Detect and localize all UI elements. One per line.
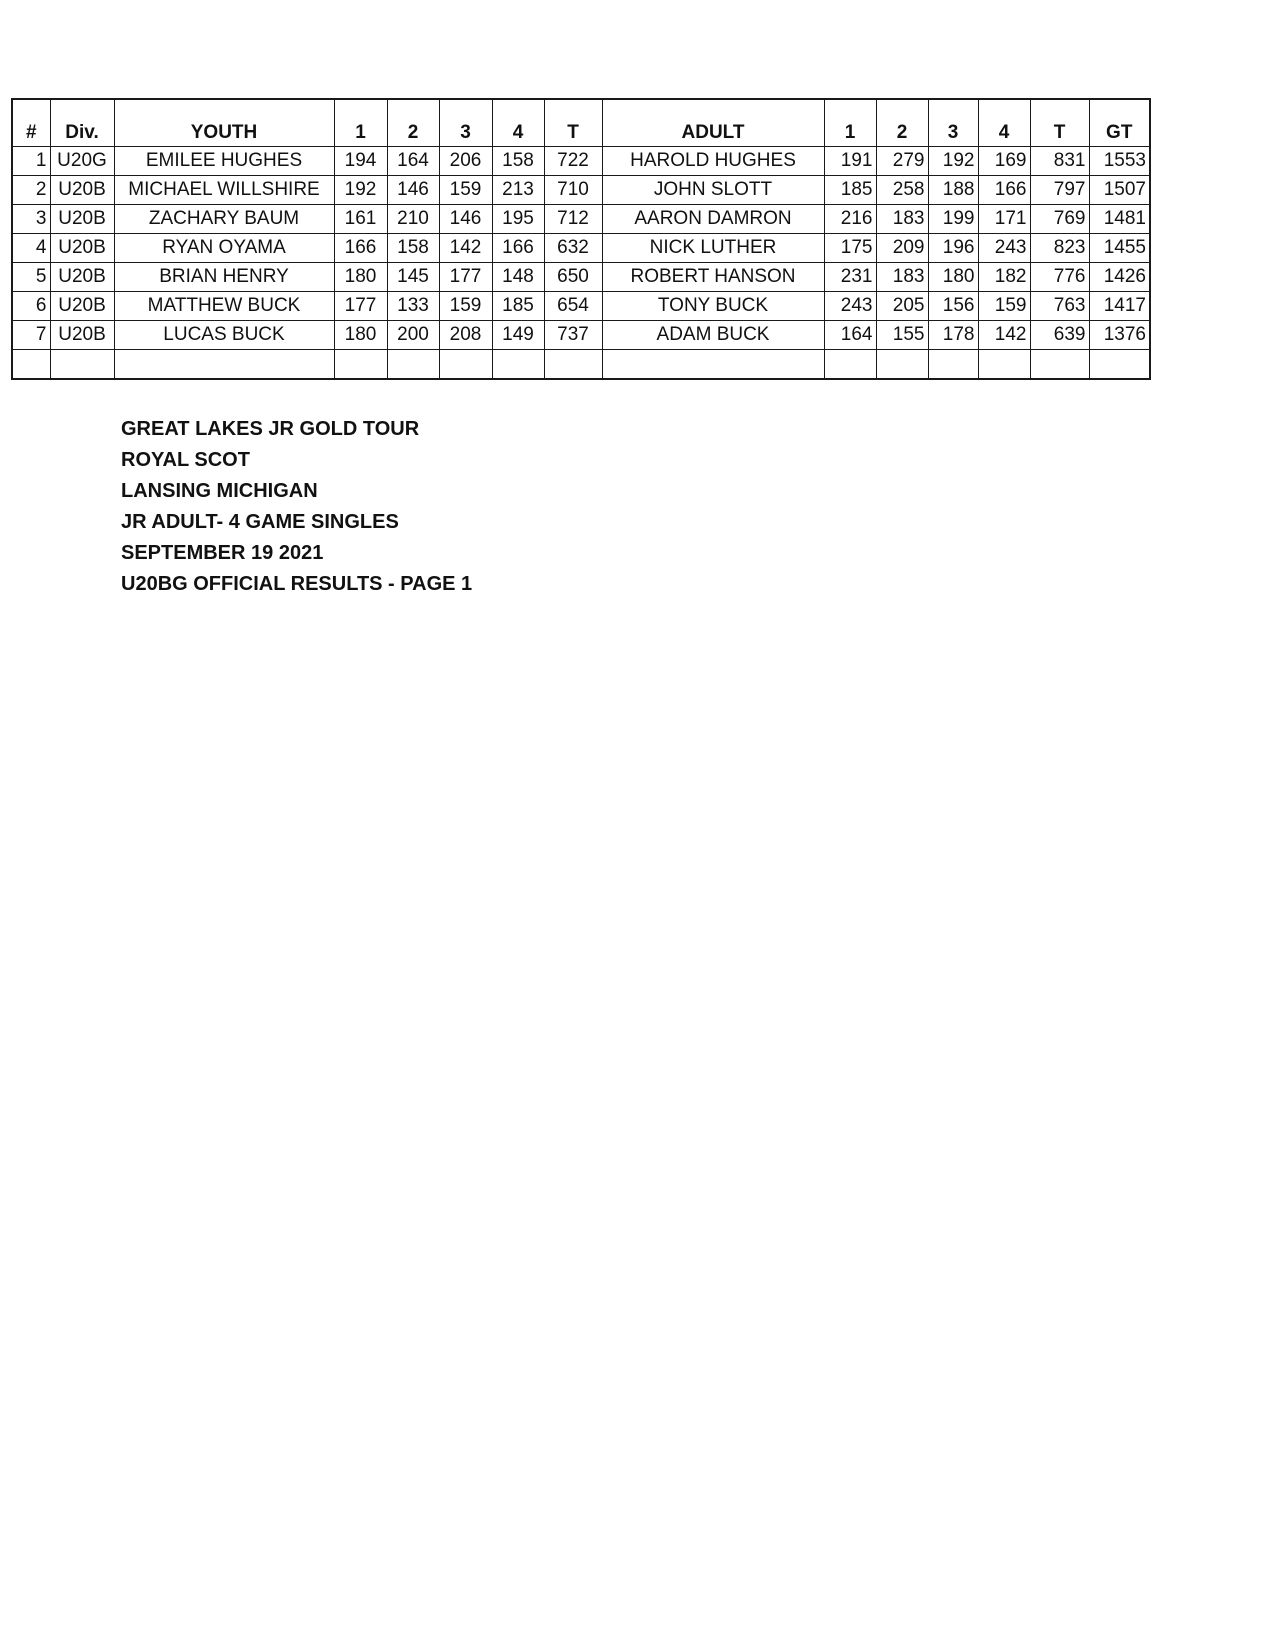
adult-game-4-cell: 171 [978, 205, 1030, 234]
adult-game-1-cell: 175 [824, 234, 876, 263]
grand-total-cell: 1426 [1089, 263, 1150, 292]
adult-game-3-cell: 180 [928, 263, 978, 292]
empty-cell [876, 350, 928, 380]
youth-game-2-cell: 146 [387, 176, 439, 205]
youth-name-cell: EMILEE HUGHES [114, 147, 334, 176]
rank-cell: 2 [12, 176, 50, 205]
adult-total-cell: 776 [1030, 263, 1089, 292]
div-cell: U20B [50, 263, 114, 292]
youth-game-2-cell: 158 [387, 234, 439, 263]
grand-total-cell: 1417 [1089, 292, 1150, 321]
youth-game-3-cell: 177 [439, 263, 492, 292]
adult-game-4-cell: 142 [978, 321, 1030, 350]
adult-game-3-cell: 192 [928, 147, 978, 176]
header-adult-game-1: 1 [824, 99, 876, 147]
adult-total-cell: 797 [1030, 176, 1089, 205]
youth-game-2-cell: 164 [387, 147, 439, 176]
empty-cell [602, 350, 824, 380]
youth-game-1-cell: 180 [334, 263, 387, 292]
youth-game-4-cell: 148 [492, 263, 544, 292]
table-row [12, 321, 1150, 350]
adult-game-3-cell: 178 [928, 321, 978, 350]
empty-cell [1030, 350, 1089, 380]
adult-total-cell: 831 [1030, 147, 1089, 176]
empty-cell [978, 350, 1030, 380]
adult-name-cell: ADAM BUCK [602, 321, 824, 350]
location: LANSING MICHIGAN [121, 480, 318, 502]
youth-game-3-cell: 208 [439, 321, 492, 350]
youth-game-4-cell: 149 [492, 321, 544, 350]
youth-name-cell: BRIAN HENRY [114, 263, 334, 292]
adult-game-1-cell: 185 [824, 176, 876, 205]
adult-game-4-cell: 169 [978, 147, 1030, 176]
results-title: U20BG OFFICIAL RESULTS - PAGE 1 [121, 573, 473, 595]
youth-game-1-cell: 161 [334, 205, 387, 234]
grand-total-cell: 1507 [1089, 176, 1150, 205]
youth-game-3-cell: 206 [439, 147, 492, 176]
adult-game-2-cell: 155 [876, 321, 928, 350]
adult-name-cell: JOHN SLOTT [602, 176, 824, 205]
empty-table-row [12, 350, 1150, 380]
youth-game-2-cell: 200 [387, 321, 439, 350]
adult-name-cell: TONY BUCK [602, 292, 824, 321]
youth-game-1-cell: 180 [334, 321, 387, 350]
youth-name-cell: RYAN OYAMA [114, 234, 334, 263]
empty-cell [824, 350, 876, 380]
header-grand-total: GT [1089, 99, 1150, 147]
header-rank: # [12, 99, 50, 147]
adult-name-cell: HAROLD HUGHES [602, 147, 824, 176]
adult-total-cell: 763 [1030, 292, 1089, 321]
empty-cell [492, 350, 544, 380]
youth-total-cell: 712 [544, 205, 602, 234]
youth-game-4-cell: 158 [492, 147, 544, 176]
empty-cell [387, 350, 439, 380]
div-cell: U20B [50, 292, 114, 321]
div-cell: U20B [50, 176, 114, 205]
grand-total-cell: 1376 [1089, 321, 1150, 350]
youth-game-2-cell: 210 [387, 205, 439, 234]
empty-cell [1089, 350, 1150, 380]
table-row [12, 292, 1150, 321]
adult-game-3-cell: 188 [928, 176, 978, 205]
adult-game-1-cell: 243 [824, 292, 876, 321]
empty-cell [439, 350, 492, 380]
adult-game-1-cell: 191 [824, 147, 876, 176]
adult-game-3-cell: 156 [928, 292, 978, 321]
empty-cell [50, 350, 114, 380]
tour-name: GREAT LAKES JR GOLD TOUR [121, 418, 420, 440]
youth-game-2-cell: 145 [387, 263, 439, 292]
empty-cell [544, 350, 602, 380]
empty-cell [334, 350, 387, 380]
table-row [12, 176, 1150, 205]
table-row [12, 263, 1150, 292]
adult-name-cell: NICK LUTHER [602, 234, 824, 263]
event-name: JR ADULT- 4 GAME SINGLES [121, 511, 399, 533]
adult-total-cell: 823 [1030, 234, 1089, 263]
header-div: Div. [50, 99, 114, 147]
adult-name-cell: AARON DAMRON [602, 205, 824, 234]
adult-game-2-cell: 183 [876, 205, 928, 234]
youth-total-cell: 650 [544, 263, 602, 292]
header-youth-total: T [544, 99, 602, 147]
adult-game-2-cell: 279 [876, 147, 928, 176]
venue-name: ROYAL SCOT [121, 449, 250, 471]
header-adult-total: T [1030, 99, 1089, 147]
adult-total-cell: 769 [1030, 205, 1089, 234]
empty-cell [12, 350, 50, 380]
adult-game-1-cell: 164 [824, 321, 876, 350]
rank-cell: 7 [12, 321, 50, 350]
div-cell: U20B [50, 234, 114, 263]
header-adult: ADULT [602, 99, 824, 147]
adult-game-4-cell: 182 [978, 263, 1030, 292]
youth-game-4-cell: 185 [492, 292, 544, 321]
adult-game-1-cell: 216 [824, 205, 876, 234]
youth-game-4-cell: 166 [492, 234, 544, 263]
youth-total-cell: 722 [544, 147, 602, 176]
div-cell: U20B [50, 321, 114, 350]
youth-game-3-cell: 142 [439, 234, 492, 263]
adult-total-cell: 639 [1030, 321, 1089, 350]
header-youth-game-4: 4 [492, 99, 544, 147]
grand-total-cell: 1455 [1089, 234, 1150, 263]
adult-game-4-cell: 243 [978, 234, 1030, 263]
adult-game-3-cell: 199 [928, 205, 978, 234]
youth-game-1-cell: 177 [334, 292, 387, 321]
adult-game-4-cell: 166 [978, 176, 1030, 205]
youth-total-cell: 710 [544, 176, 602, 205]
empty-cell [928, 350, 978, 380]
adult-game-2-cell: 205 [876, 292, 928, 321]
header-row [12, 99, 1150, 147]
grand-total-cell: 1553 [1089, 147, 1150, 176]
header-adult-game-3: 3 [928, 99, 978, 147]
rank-cell: 1 [12, 147, 50, 176]
youth-total-cell: 654 [544, 292, 602, 321]
youth-name-cell: MICHAEL WILLSHIRE [114, 176, 334, 205]
header-youth: YOUTH [114, 99, 334, 147]
youth-game-4-cell: 195 [492, 205, 544, 234]
rank-cell: 4 [12, 234, 50, 263]
adult-game-2-cell: 258 [876, 176, 928, 205]
header-adult-game-4: 4 [978, 99, 1030, 147]
rank-cell: 5 [12, 263, 50, 292]
adult-game-2-cell: 209 [876, 234, 928, 263]
youth-game-2-cell: 133 [387, 292, 439, 321]
youth-game-3-cell: 159 [439, 176, 492, 205]
event-info-block [121, 414, 472, 600]
adult-game-1-cell: 231 [824, 263, 876, 292]
header-youth-game-3: 3 [439, 99, 492, 147]
youth-total-cell: 737 [544, 321, 602, 350]
empty-cell [114, 350, 334, 380]
header-youth-game-2: 2 [387, 99, 439, 147]
youth-game-3-cell: 159 [439, 292, 492, 321]
adult-game-3-cell: 196 [928, 234, 978, 263]
youth-name-cell: LUCAS BUCK [114, 321, 334, 350]
grand-total-cell: 1481 [1089, 205, 1150, 234]
event-date: SEPTEMBER 19 2021 [121, 542, 324, 564]
youth-game-4-cell: 213 [492, 176, 544, 205]
youth-name-cell: MATTHEW BUCK [114, 292, 334, 321]
div-cell: U20G [50, 147, 114, 176]
adult-game-4-cell: 159 [978, 292, 1030, 321]
div-cell: U20B [50, 205, 114, 234]
adult-game-2-cell: 183 [876, 263, 928, 292]
table-row [12, 147, 1150, 176]
youth-game-1-cell: 192 [334, 176, 387, 205]
youth-game-1-cell: 194 [334, 147, 387, 176]
adult-name-cell: ROBERT HANSON [602, 263, 824, 292]
rank-cell: 3 [12, 205, 50, 234]
youth-name-cell: ZACHARY BAUM [114, 205, 334, 234]
youth-total-cell: 632 [544, 234, 602, 263]
header-youth-game-1: 1 [334, 99, 387, 147]
table-row [12, 205, 1150, 234]
results-table [11, 98, 1151, 380]
header-adult-game-2: 2 [876, 99, 928, 147]
rank-cell: 6 [12, 292, 50, 321]
youth-game-3-cell: 146 [439, 205, 492, 234]
youth-game-1-cell: 166 [334, 234, 387, 263]
table-row [12, 234, 1150, 263]
